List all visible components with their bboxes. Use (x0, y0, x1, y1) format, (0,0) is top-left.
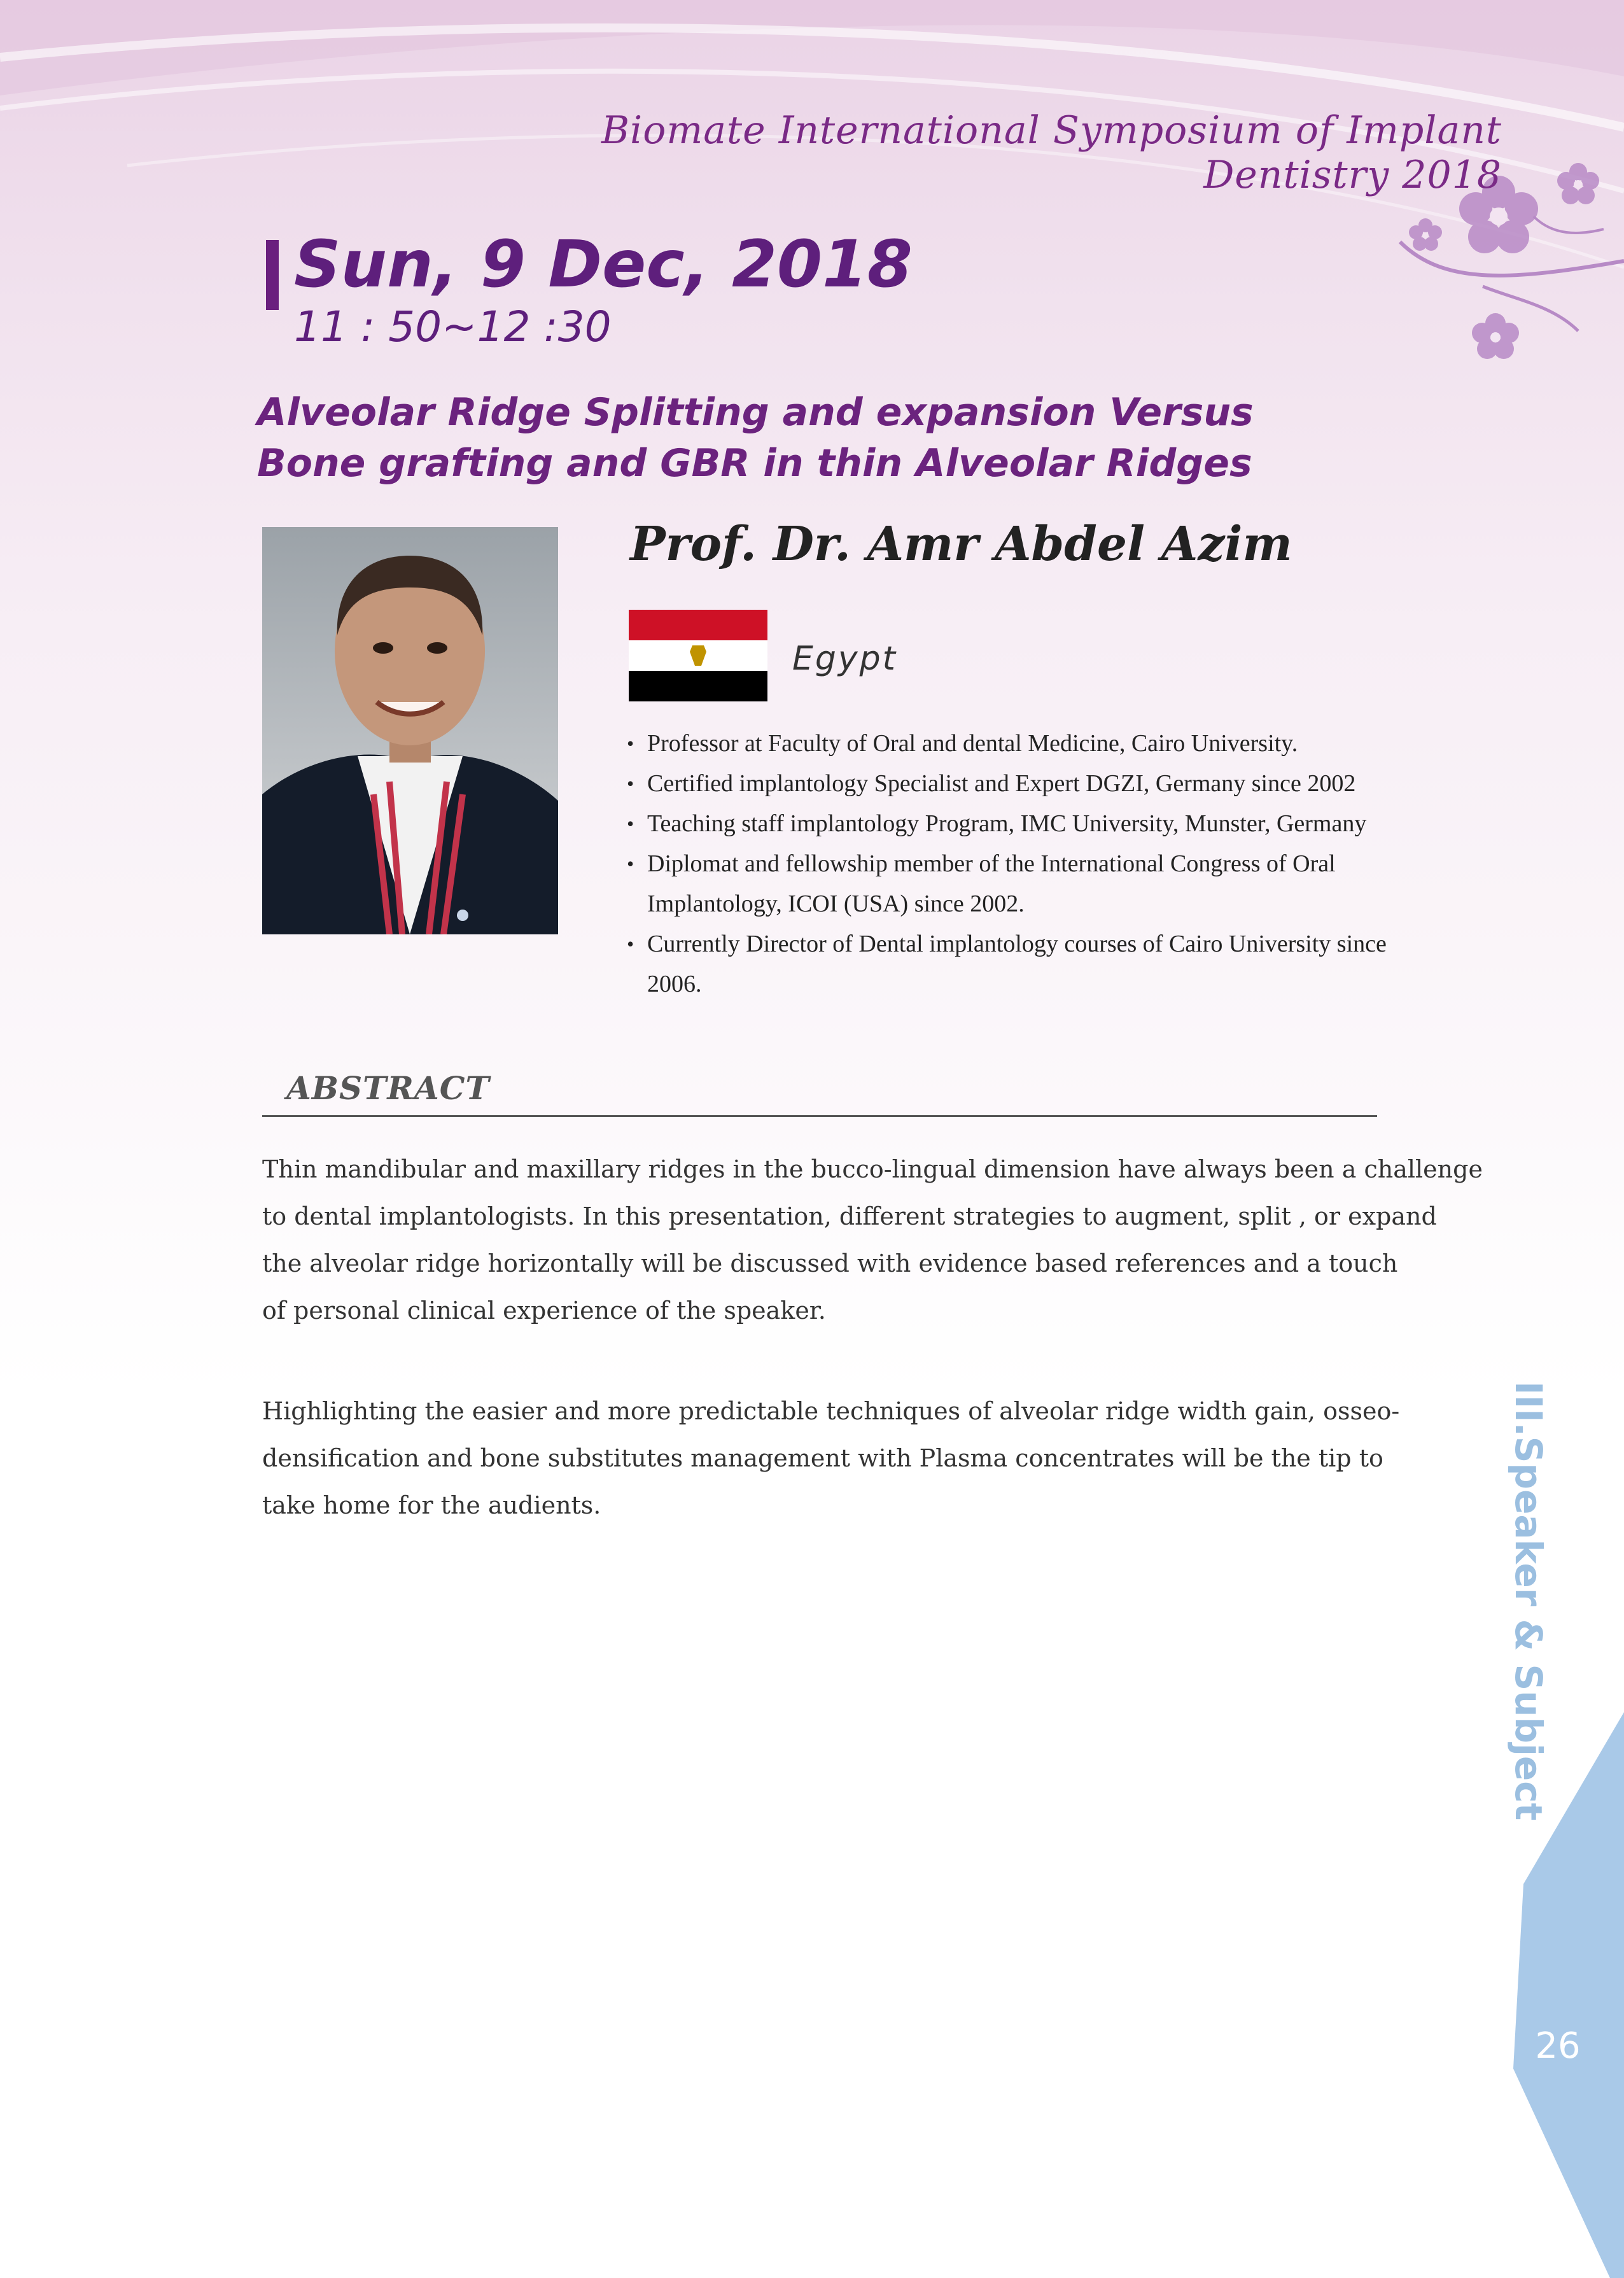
list-item: • Teaching staff implantology Program, IMC University, Munster, Germany (627, 804, 1429, 844)
list-item: • Diplomat and fellowship member of the International Congress of Oral Implantology, ICOI (USA) since 2002. (627, 844, 1429, 924)
text-line: of personal clinical experience of the speaker. (262, 1297, 826, 1325)
page-number: 26 (1535, 2025, 1581, 2067)
section-label-text: III.Speaker & Subject (1507, 1381, 1550, 1821)
speaker-photo (262, 527, 558, 934)
list-item: • Certified implantology Specialist and Expert DGZI, Germany since 2002 (627, 764, 1429, 804)
list-item: • Currently Director of Dental implantology courses of Cairo University since 2006. (627, 924, 1429, 1004)
abstract-divider (262, 1115, 1377, 1117)
list-item: • Professor at Faculty of Oral and dental Medicine, Cairo University. (627, 724, 1429, 764)
talk-title-line: Alveolar Ridge Splitting and expansion Versus (257, 390, 1254, 435)
abstract-paragraph-2 (262, 1388, 1408, 1529)
session-time: 11 : 50~12 :30 (294, 302, 612, 351)
date-accent-bar (266, 240, 279, 310)
talk-title (257, 387, 1530, 489)
abstract-heading: ABSTRACT (286, 1069, 490, 1107)
session-date: Sun, 9 Dec, 2018 (294, 227, 913, 302)
text-line: densification and bone substitutes management with Plasma concentrates will be the tip to (262, 1444, 1383, 1472)
speaker-bio-list (627, 724, 1429, 1004)
speaker-country: Egypt (792, 640, 898, 678)
speaker-name: Prof. Dr. Amr Abdel Azim (630, 517, 1292, 572)
symposium-header: Biomate International Symposium of Implant Dentistry 2018 (601, 108, 1502, 197)
talk-title-line: Bone grafting and GBR in thin Alveolar Ridges (257, 441, 1252, 486)
text-line: Highlighting the easier and more predictable techniques of alveolar ridge width gain, osseo- (262, 1397, 1400, 1425)
text-line: the alveolar ridge horizontally will be discussed with evidence based references and a touch (262, 1249, 1398, 1277)
section-side-label (1507, 1381, 1585, 1821)
text-line: Thin mandibular and maxillary ridges in the bucco-lingual dimension have always been a challenge (262, 1155, 1483, 1183)
egypt-flag-icon (629, 610, 767, 701)
page-side-tab (1508, 1712, 1624, 2278)
abstract-paragraph-1 (262, 1146, 1483, 1334)
text-line: take home for the audients. (262, 1491, 601, 1519)
text-line: to dental implantologists. In this presentation, different strategies to augment, split , or expand (262, 1202, 1437, 1230)
